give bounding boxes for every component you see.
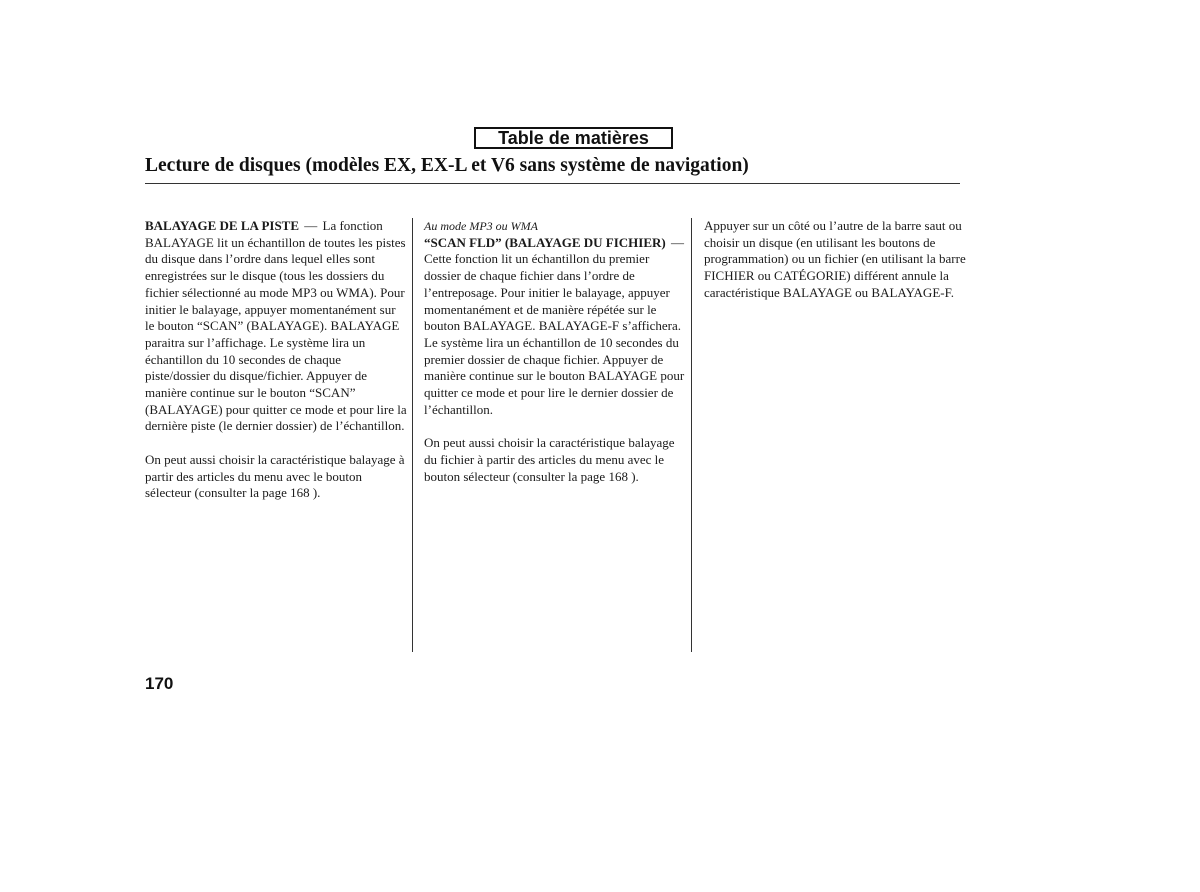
page-title: Lecture de disques (modèles EX, EX-L et V6 sans système de navigation) [145, 155, 749, 176]
scan-folder-menu-note: On peut aussi choisir la caractéristique balayage du fichier à partir des articles du menu avec le bouton sélecteur (consulter la page 168 ). [424, 435, 675, 484]
scan-track-body: La fonction BALAYAGE lit un échantillon de toutes les pistes du disque dans l’ordre dans lequel elles sont enregistrées sur le disque (tous les dossiers du fichier sélectionné au mode MP3 ou WMA). Pour initier le balayage, appuyer momentanément sur le bouton “SCAN” (BALAYAGE). BALAYAGE paraitra sur l’affichage. Le système lira un échantillon du 10 secondes de chaque piste/dossier du disque/fichier. Appuyer de manière continue sur le bouton “SCAN” (BALAYAGE) pour quitter ce mode et pour lire la dernière piste (le dernier dossier) de l’échantillon. [145, 218, 407, 434]
scan-track-paragraph [145, 218, 407, 435]
mp3-wma-mode-label: Au mode MP3 ou WMA [424, 219, 538, 233]
scan-track-heading: BALAYAGE DE LA PISTE [145, 218, 300, 233]
column-divider-left [412, 218, 413, 652]
column-divider-right [691, 218, 692, 652]
title-divider [145, 183, 960, 184]
column-cancel-scan [704, 218, 966, 302]
page-number: 170 [145, 674, 174, 693]
em-dash: — [671, 234, 684, 250]
column-scan-folder [424, 218, 686, 485]
column-scan-track [145, 218, 407, 502]
cancel-scan-paragraph: Appuyer sur un côté ou l’autre de la barre saut ou choisir un disque (en utilisant les boutons de programmation) ou un fichier (en utilisant la barre FICHIER ou CATÉGORIE) différent annule la caractéristique BALAYAGE ou BALAYAGE-F. [704, 218, 966, 300]
scan-folder-body: Cette fonction lit un échantillon du premier dossier de chaque fichier dans l’ordre de l’entreposage. Pour initier le balayage, appuyer momentanément et de manière répétée sur le bouton BALAYAGE. BALAYAGE-F s’affichera. Le système lira un échantillon de 10 secondes du premier dossier de chaque fichier. Appuyer de manière continue sur le bouton BALAYAGE pour quitter ce mode et pour lire le dernier dossier de l’échantillon. [424, 251, 685, 417]
scan-folder-heading: “SCAN FLD” (BALAYAGE DU FICHIER) [424, 234, 666, 250]
scan-track-menu-note: On peut aussi choisir la caractéristique balayage à partir des articles du menu avec le bouton sélecteur (consulter la page 168 ). [145, 451, 405, 501]
scan-folder-paragraph [424, 235, 686, 419]
table-of-contents-button[interactable]: Table de matières [474, 127, 673, 149]
em-dash: — [304, 218, 318, 233]
